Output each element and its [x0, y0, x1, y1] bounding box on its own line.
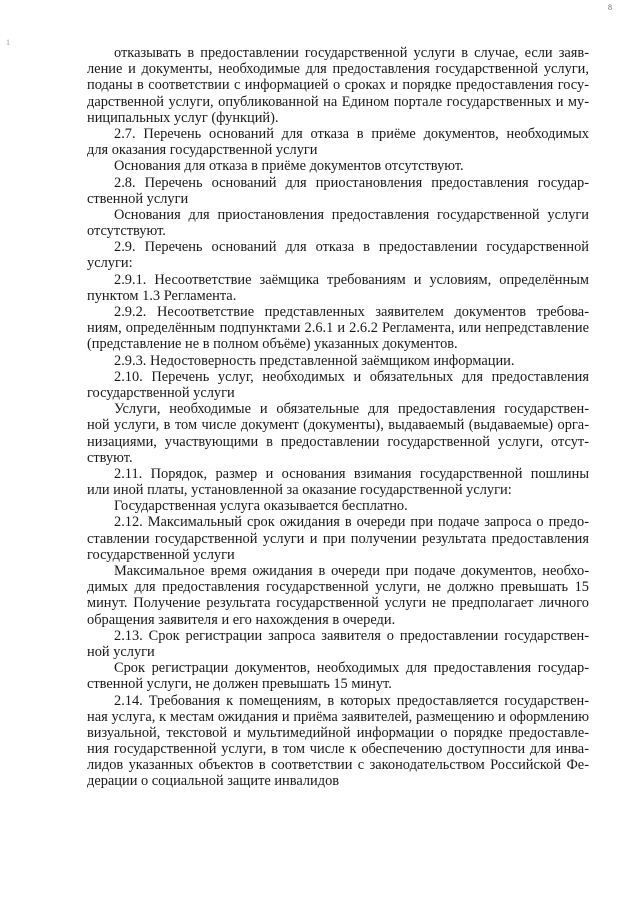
text-line: лидов указанных объектов в соответствии с законодательством Российской Фе-: [87, 757, 589, 774]
text-line: ственной услуги: [87, 190, 189, 207]
text-line: 2.8. Перечень оснований для приостановления предоставления государ-: [114, 174, 589, 191]
text-line: ния государственной услуги, в том числе к обеспечению доступности для инва-: [87, 741, 589, 758]
text-line: Услуги, необходимые и обязательные для предоставления государствен-: [114, 401, 589, 418]
text-line: минут. Получение результата государственной услуги не предполагает личного: [87, 595, 589, 612]
text-line: Максимальное время ожидания в очереди при подаче документов, необхо-: [114, 563, 589, 579]
text-line: пунктом 1.3 Регламента.: [87, 287, 237, 304]
text-line: 2.10. Перечень услуг, необходимых и обязательных для предоставления: [114, 368, 589, 385]
text-line: ление и документы, необходимые для предоставления государственной услуги,: [87, 61, 589, 78]
text-line: 2.7. Перечень оснований для отказа в приёме документов, необходимых: [114, 125, 589, 142]
page-number: 8: [608, 3, 612, 12]
text-line: дерации о социальной защите инвалидов: [87, 773, 340, 790]
text-line: государственной услуги: [87, 546, 235, 563]
text-line: 2.14. Требования к помещениям, в которых предоставляется государствен-: [114, 692, 589, 709]
text-line: 2.9.3. Недостоверность представленной заёмщиком информации.: [114, 352, 515, 369]
text-line: 2.12. Максимальный срок ожидания в очереди при подаче запроса о предо-: [114, 514, 589, 531]
text-line: ная услуга, к местам ожидания и приёма заявителей, размещению и оформлению: [87, 708, 589, 725]
text-line: низациями, участвующими в предоставлении государственной услуги, отсут-: [87, 433, 589, 450]
text-line: ставлении государственной услуги и при получении результата предоставления: [87, 530, 589, 547]
text-line: ниям, определённым подпунктами 2.6.1 и 2.6.2 Регламента, или непредставление: [87, 320, 589, 337]
text-line: отказывать в предоставлении государственной услуги в случае, если заяв-: [114, 45, 589, 61]
text-line: ниципальных услуг (функций).: [87, 109, 279, 126]
document-body: [87, 45, 589, 790]
text-line: или иной платы, установленной за оказание государственной услуги:: [87, 482, 512, 499]
margin-mark: 1: [6, 38, 10, 47]
text-line: Основания для приостановления предоставления государственной услуги: [114, 206, 589, 223]
text-line: 2.9.1. Несоответствие заёмщика требованиям и условиям, определённым: [114, 271, 589, 288]
text-line: 2.9. Перечень оснований для отказа в предоставлении государственной: [114, 239, 589, 256]
text-line: ной услуги, в том числе документ (документы), выдаваемый (выдаваемые) орга-: [87, 417, 589, 434]
text-line: отсутствуют.: [87, 223, 166, 240]
text-line: услуги:: [87, 255, 133, 272]
text-line: 2.11. Порядок, размер и основания взимания государственной пошлины: [114, 465, 589, 482]
text-line: Государственная услуга оказывается бесплатно.: [114, 498, 408, 515]
text-line: Срок регистрации документов, необходимых для предоставления государ-: [114, 660, 589, 677]
text-line: для оказания государственной услуги: [87, 142, 318, 159]
text-line: визуальной, текстовой и мультимедийной информации о порядке предоставле-: [87, 724, 589, 741]
text-line: 2.13. Срок регистрации запроса заявителя о предоставлении государствен-: [114, 627, 589, 644]
text-line: ной услуги: [87, 643, 155, 660]
text-line: димых для предоставления государственной услуги, не должно превышать 15: [87, 579, 589, 596]
text-line: государственной услуги: [87, 384, 235, 401]
text-line: Основания для отказа в приёме документов отсутствуют.: [114, 158, 464, 175]
text-line: (представление не в полном объёме) указанных документов.: [87, 336, 458, 353]
text-line: ственной услуги, не должен превышать 15 минут.: [87, 676, 392, 693]
text-line: ствуют.: [87, 449, 133, 466]
text-line: поданы в соответствии с информацией о сроках и порядке предоставления госу-: [87, 77, 589, 94]
text-line: обращения заявителя и его нахождения в очереди.: [87, 611, 396, 628]
text-line: 2.9.2. Несоответствие представленных заявителем документов требова-: [114, 304, 589, 320]
text-line: дарственной услуги, опубликованной на Едином портале государственных и му-: [87, 93, 589, 110]
